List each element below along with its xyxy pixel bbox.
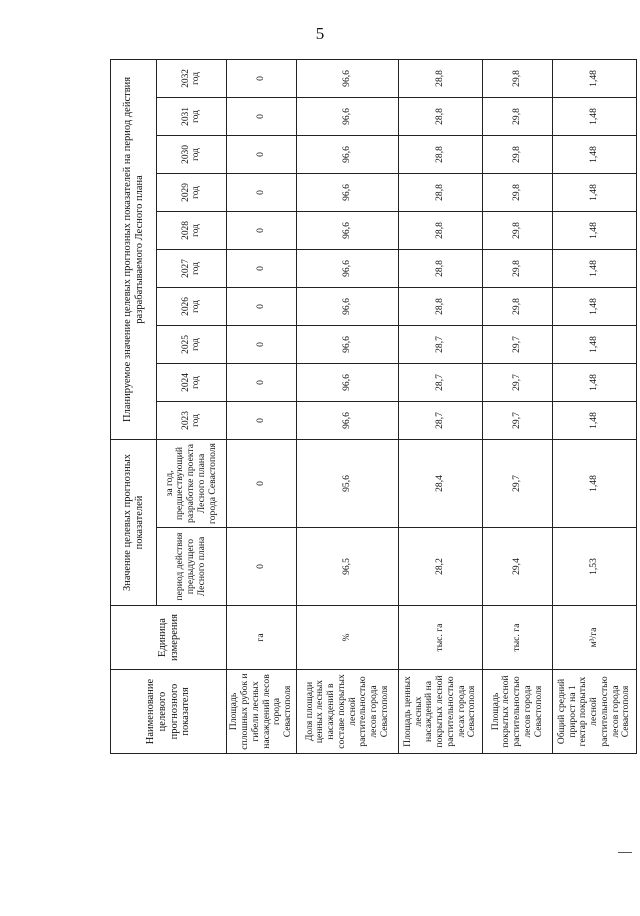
row-value-2024: 96,6 (297, 363, 399, 401)
scan-mark (618, 852, 632, 853)
row-value-2024: 29,7 (483, 363, 553, 401)
header-indicator-name: Наименование целевого прогнозного показателя (111, 670, 227, 754)
row-value-2028: 96,6 (297, 211, 399, 249)
row-indicator-name: Площадь покрытых лесной растительностью лесов города Севастополя (483, 670, 553, 754)
row-value-2027: 28,8 (399, 249, 483, 287)
row-value-2032: 28,8 (399, 59, 483, 97)
header-year-2032 (157, 59, 227, 97)
row-value-2026: 29,8 (483, 287, 553, 325)
header-year-unit: год (190, 262, 201, 275)
row-prev-year: 95,6 (297, 439, 399, 527)
header-year-number: 2032 (180, 69, 191, 88)
page-number: 5 (315, 24, 325, 43)
table-row (553, 59, 637, 753)
row-value-2023: 0 (227, 401, 297, 439)
header-year-2027 (157, 249, 227, 287)
header-prev-year: за год, предшествующий разработке проекта Лесного плана города Севастополя (157, 439, 227, 527)
row-prev-period: 1,53 (553, 528, 637, 606)
header-year-number: 2024 (180, 373, 191, 392)
row-value-2026: 1,48 (553, 287, 637, 325)
header-year-number: 2029 (180, 183, 191, 202)
row-value-2030: 28,8 (399, 135, 483, 173)
header-year-number: 2028 (180, 221, 191, 240)
row-value-2032: 96,6 (297, 59, 399, 97)
row-value-2030: 0 (227, 135, 297, 173)
header-year-number: 2027 (180, 259, 191, 278)
header-year-2029 (157, 173, 227, 211)
header-year-2031 (157, 97, 227, 135)
row-value-2031: 0 (227, 97, 297, 135)
header-year-2024 (157, 363, 227, 401)
row-value-2026: 28,8 (399, 287, 483, 325)
header-year-unit: год (190, 72, 201, 85)
table-row (483, 59, 553, 753)
row-unit: га (227, 606, 297, 670)
row-value-2032: 0 (227, 59, 297, 97)
row-value-2030: 29,8 (483, 135, 553, 173)
row-value-2027: 1,48 (553, 249, 637, 287)
row-value-2030: 96,6 (297, 135, 399, 173)
row-prev-year: 1,48 (553, 439, 637, 527)
row-value-2031: 29,8 (483, 97, 553, 135)
row-value-2028: 28,8 (399, 211, 483, 249)
header-row-1 (111, 59, 157, 753)
row-unit: % (297, 606, 399, 670)
header-year-unit: год (190, 414, 201, 427)
header-values-group: Значение целевых прогнозных показателей (111, 439, 157, 605)
row-value-2027: 29,8 (483, 249, 553, 287)
row-value-2027: 0 (227, 249, 297, 287)
header-year-number: 2031 (180, 107, 191, 126)
row-value-2024: 1,48 (553, 363, 637, 401)
header-year-2025 (157, 325, 227, 363)
header-planned-group: Планируемое значение целевых прогнозных показателей на период действия разрабатываемого Лесного плана (111, 59, 157, 439)
row-value-2031: 1,48 (553, 97, 637, 135)
row-value-2029: 29,8 (483, 173, 553, 211)
header-year-number: 2030 (180, 145, 191, 164)
header-year-number: 2025 (180, 335, 191, 354)
header-year-unit: год (190, 338, 201, 351)
table-row (297, 59, 399, 753)
row-value-2024: 0 (227, 363, 297, 401)
row-value-2028: 1,48 (553, 211, 637, 249)
row-prev-period: 96,5 (297, 528, 399, 606)
row-prev-year: 0 (227, 439, 297, 527)
header-year-number: 2026 (180, 297, 191, 316)
row-indicator-name: Доля площади ценных лесных насаждений в составе покрытых лесной растительностью лесов города Севастополя (297, 670, 399, 754)
header-year-unit: год (190, 300, 201, 313)
row-value-2025: 28,7 (399, 325, 483, 363)
row-value-2029: 1,48 (553, 173, 637, 211)
row-prev-year: 28,4 (399, 439, 483, 527)
row-indicator-name: Общий средний прирост на 1 гектар покрытых лесной растительностью лесов города Севастополя (553, 670, 637, 754)
row-value-2026: 96,6 (297, 287, 399, 325)
row-unit: тыс. га (483, 606, 553, 670)
row-indicator-name: Площадь ценных лесных насаждений на покрытых лесной растительностью лесах города Севастополя (399, 670, 483, 754)
row-prev-year: 29,7 (483, 439, 553, 527)
row-value-2023: 28,7 (399, 401, 483, 439)
header-year-2030 (157, 135, 227, 173)
row-indicator-name: Площадь сплошных рубок и гибели лесных насаждений лесов города Севастополя (227, 670, 297, 754)
header-year-2023 (157, 401, 227, 439)
row-value-2028: 0 (227, 211, 297, 249)
header-year-unit: год (190, 376, 201, 389)
row-value-2029: 96,6 (297, 173, 399, 211)
header-year-unit: год (190, 186, 201, 199)
row-prev-period: 29,4 (483, 528, 553, 606)
header-year-unit: год (190, 224, 201, 237)
row-value-2023: 1,48 (553, 401, 637, 439)
row-value-2025: 29,7 (483, 325, 553, 363)
row-value-2027: 96,6 (297, 249, 399, 287)
row-value-2025: 1,48 (553, 325, 637, 363)
row-value-2031: 28,8 (399, 97, 483, 135)
header-year-2026 (157, 287, 227, 325)
row-unit: тыс. га (399, 606, 483, 670)
rotated-table-wrapper (110, 62, 632, 754)
forecast-indicators-table (110, 59, 637, 754)
row-value-2029: 0 (227, 173, 297, 211)
row-value-2032: 29,8 (483, 59, 553, 97)
header-unit: Единица измерения (111, 606, 227, 670)
row-value-2023: 96,6 (297, 401, 399, 439)
row-value-2028: 29,8 (483, 211, 553, 249)
row-value-2029: 28,8 (399, 173, 483, 211)
table-row (399, 59, 483, 753)
row-value-2030: 1,48 (553, 135, 637, 173)
row-value-2025: 0 (227, 325, 297, 363)
header-year-unit: год (190, 110, 201, 123)
header-year-2028 (157, 211, 227, 249)
row-prev-period: 0 (227, 528, 297, 606)
header-prev-period: период действия предыдущего Лесного плана (157, 528, 227, 606)
header-year-number: 2023 (180, 411, 191, 430)
row-prev-period: 28,2 (399, 528, 483, 606)
header-year-unit: год (190, 148, 201, 161)
row-value-2025: 96,6 (297, 325, 399, 363)
table-row (227, 59, 297, 753)
row-value-2026: 0 (227, 287, 297, 325)
row-unit: м³/га (553, 606, 637, 670)
row-value-2023: 29,7 (483, 401, 553, 439)
row-value-2024: 28,7 (399, 363, 483, 401)
row-value-2032: 1,48 (553, 59, 637, 97)
row-value-2031: 96,6 (297, 97, 399, 135)
